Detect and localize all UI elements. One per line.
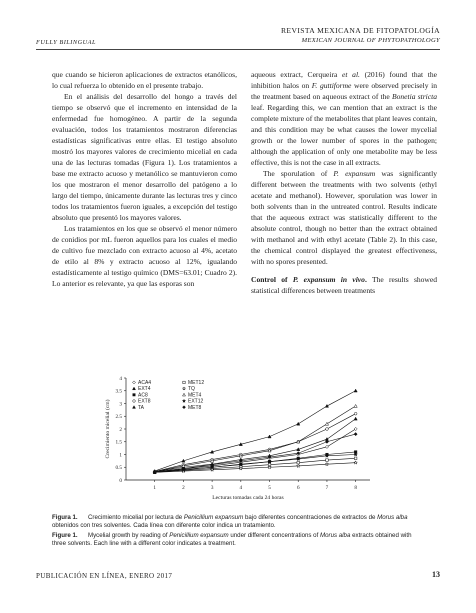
data-point-tq [354, 461, 357, 464]
journal-header [281, 26, 440, 44]
data-point-ta [297, 422, 300, 425]
data-point-aca4 [354, 427, 357, 430]
legend-marker-ext8 [133, 400, 136, 403]
species-name: Morus alba [320, 532, 351, 539]
running-head-left: FULLY BILINGUAL [36, 39, 97, 46]
legend-label-ac8: AC8 [138, 392, 148, 399]
text-run: Mycelial growth by reading of [88, 532, 170, 539]
section-heading [251, 275, 367, 284]
species-name: Penicillium expansum [169, 532, 229, 539]
data-point-aca4 [325, 445, 328, 448]
etal-text: et al. [342, 70, 360, 79]
left-paragraph-2: En el análisis del desarrollo del hongo a través del tiempo se observó que el incremento en intensidad de la enfermedad fue homogéneo. A partir de la segunda evaluación, todos los tratamientos mostraron diferencias estadísticas significativas entre ellas. El testigo absoluto mostró los mayores valores de crecimiento micelial en cada una de las lecturas tomadas (Figura 1). Los tratamientos a base me extracto acuoso y metanólico se mantuvieron como los que mostraron el menor desarrollo del patógeno a lo largo del tiempo, únicamente durante las lecturas tres y cinco todos los tratamientos fueron iguales, a excepción del testigo absoluto que presentó los mayores valores. [52, 92, 237, 222]
right-paragraph-1 [251, 69, 437, 168]
legend-label-aca4: ACA4 [138, 380, 152, 386]
legend-label-tq: TQ [188, 386, 195, 393]
legend-label-met12: MET12 [188, 380, 205, 386]
y-tick-label: 1 [119, 452, 122, 459]
text-run: . [364, 275, 367, 284]
caption-english [52, 532, 424, 548]
data-point-met4 [354, 404, 357, 407]
data-point-ext4 [354, 417, 357, 420]
text-run: The sporulation of [263, 169, 334, 178]
data-point-ext8 [326, 428, 329, 431]
legend-marker-ext4 [133, 387, 136, 390]
legend-marker-met8 [183, 406, 186, 409]
data-point-ta [268, 435, 271, 438]
legend-label-ext12: EXT12 [188, 398, 204, 405]
data-point-tq [297, 464, 300, 467]
data-point-ta [354, 389, 357, 392]
page-number: 13 [432, 570, 440, 579]
y-tick-label: 4 [119, 375, 122, 382]
legend-label-ext8: EXT8 [138, 398, 151, 405]
species-name: Morus alba [377, 514, 408, 521]
y-tick-label: 0.5 [115, 465, 122, 472]
figure-1-chart [88, 372, 384, 506]
data-point-met12 [326, 459, 329, 462]
text-run: obtenidos con tres solventes. Cada línea con diferente color indica un tratamiento. [52, 522, 276, 529]
x-tick-label: 7 [325, 485, 329, 491]
species-name: Penicillium expansum [183, 514, 244, 521]
right-paragraph-2 [251, 168, 437, 267]
species-name: F. guttiforme [311, 81, 352, 90]
species-name: P. expansum in vivo [292, 275, 365, 284]
data-point-ext8 [354, 412, 357, 415]
data-point-met12 [354, 457, 357, 460]
y-tick-label: 2.5 [115, 414, 122, 421]
text-run: bajo diferentes concentraciones de extractos de [243, 514, 378, 521]
text-run: The results showed statistical differences between treatments [251, 275, 437, 295]
legend-label-ta: TA [138, 404, 145, 411]
y-tick-label: 1.5 [115, 439, 122, 446]
data-point-ta [325, 404, 328, 407]
journal-title: REVISTA MEXICANA DE FITOPATOLOGÍA [280, 26, 440, 35]
x-tick-label: 1 [153, 485, 157, 491]
y-tick-label: 3 [119, 401, 122, 408]
species-name: Bonetia stricta [392, 92, 437, 101]
y-tick-label: 2 [119, 426, 122, 433]
x-tick-label: 8 [354, 485, 357, 491]
caption-label: Figura 1. [52, 514, 78, 521]
text-run: Control of [251, 275, 293, 284]
x-tick-label: 4 [239, 485, 243, 491]
header-rule [36, 49, 440, 50]
data-point-met4 [325, 422, 328, 425]
data-point-tq [325, 462, 328, 465]
legend-marker-met12 [183, 381, 185, 383]
legend-marker-aca4 [133, 381, 136, 384]
left-paragraph-3: Los tratamientos en los que se observó el menor número de conidios por mL fueron aquellos para los cuales el medio de cultivo fue mezclado con extracto acuoso al 4%, acetato de etilo al 8% y extracto acuoso al 12%, igualando estadísticamente al testigo químico (DMS=63.01; Cuadro 2). Lo anterior es relevante, ya que las esporas son [52, 224, 237, 288]
text-run: (2016) found that the inhibition halos on [251, 70, 438, 90]
line-chart-svg [88, 372, 384, 506]
legend-label-met4: MET4 [188, 392, 202, 399]
text-run: Crecimiento micelial por lectura de [88, 514, 184, 521]
legend-label-ext4: EXT4 [138, 386, 151, 393]
text-run: leaf. Regarding this, we can mention that an extract is the complete mixture of the metabolites that plant leaves contain, and this condition may be what causes the lower mycelial growth or the lower number of spores in the pathogen; although the application of only one metabolite may be less effective, this is not the case in all extracts. [251, 103, 437, 167]
text-run: under different concentrations of [228, 532, 320, 539]
text-run: aqueous extract, Cerqueira [251, 70, 343, 79]
x-tick-label: 5 [268, 485, 271, 491]
text-run: extracts obtained with three solvents. Each line with a different color indicates a treatment. [52, 532, 412, 547]
y-tick-label: 3.5 [115, 388, 122, 395]
caption-label: Figure 1. [52, 532, 78, 539]
text-run: were observed precisely in the treatment based on aqueous extract of the [251, 81, 438, 101]
legend-marker-ta [133, 406, 136, 409]
journal-title-english: MEXICAN JOURNAL OF PHYTOPATHOLOGY [301, 37, 440, 44]
species-name: P. expansum [333, 169, 376, 178]
x-tick-label: 6 [296, 485, 300, 491]
legend-marker-ac8 [133, 394, 135, 396]
legend-marker-met4 [183, 393, 186, 396]
footer-publication: PUBLICACIÓN EN LÍNEA, ENERO 2017 [36, 572, 173, 580]
text-run: was significantly different between the treatments with two solvents (ethyl acetate and methanol). However, sporulation was lower in both solvents than in the untreated control. Results indicate that the aqueous extract was statistically different to the absolute control, though no better than the extract obtained with methanol and with ethyl acetate (Table 2). In this case, the chemical control displayed the greatest effectiveness, with no spores presented. [251, 169, 437, 266]
left-paragraph-1: que cuando se hicieron aplicaciones de extractos etanólicos, lo cual refuerza lo obtenido en el presente trabajo. [52, 70, 237, 90]
legend-marker-ext12 [182, 399, 185, 402]
legend-label-met8: MET8 [188, 404, 202, 411]
right-paragraph-3 [251, 274, 437, 296]
right-column [251, 69, 437, 296]
x-tick-label: 3 [210, 485, 214, 491]
caption-spanish [52, 514, 424, 530]
y-tick-label: 0 [119, 477, 122, 484]
y-axis-label: Crecimiento micelial (cm) [105, 399, 111, 459]
legend-marker-tq [182, 387, 185, 390]
left-column [52, 69, 237, 289]
x-axis-label: Lecturas tomadas cada 24 horas [212, 495, 284, 501]
data-point-met8 [354, 433, 357, 436]
x-tick-label: 2 [182, 485, 185, 491]
